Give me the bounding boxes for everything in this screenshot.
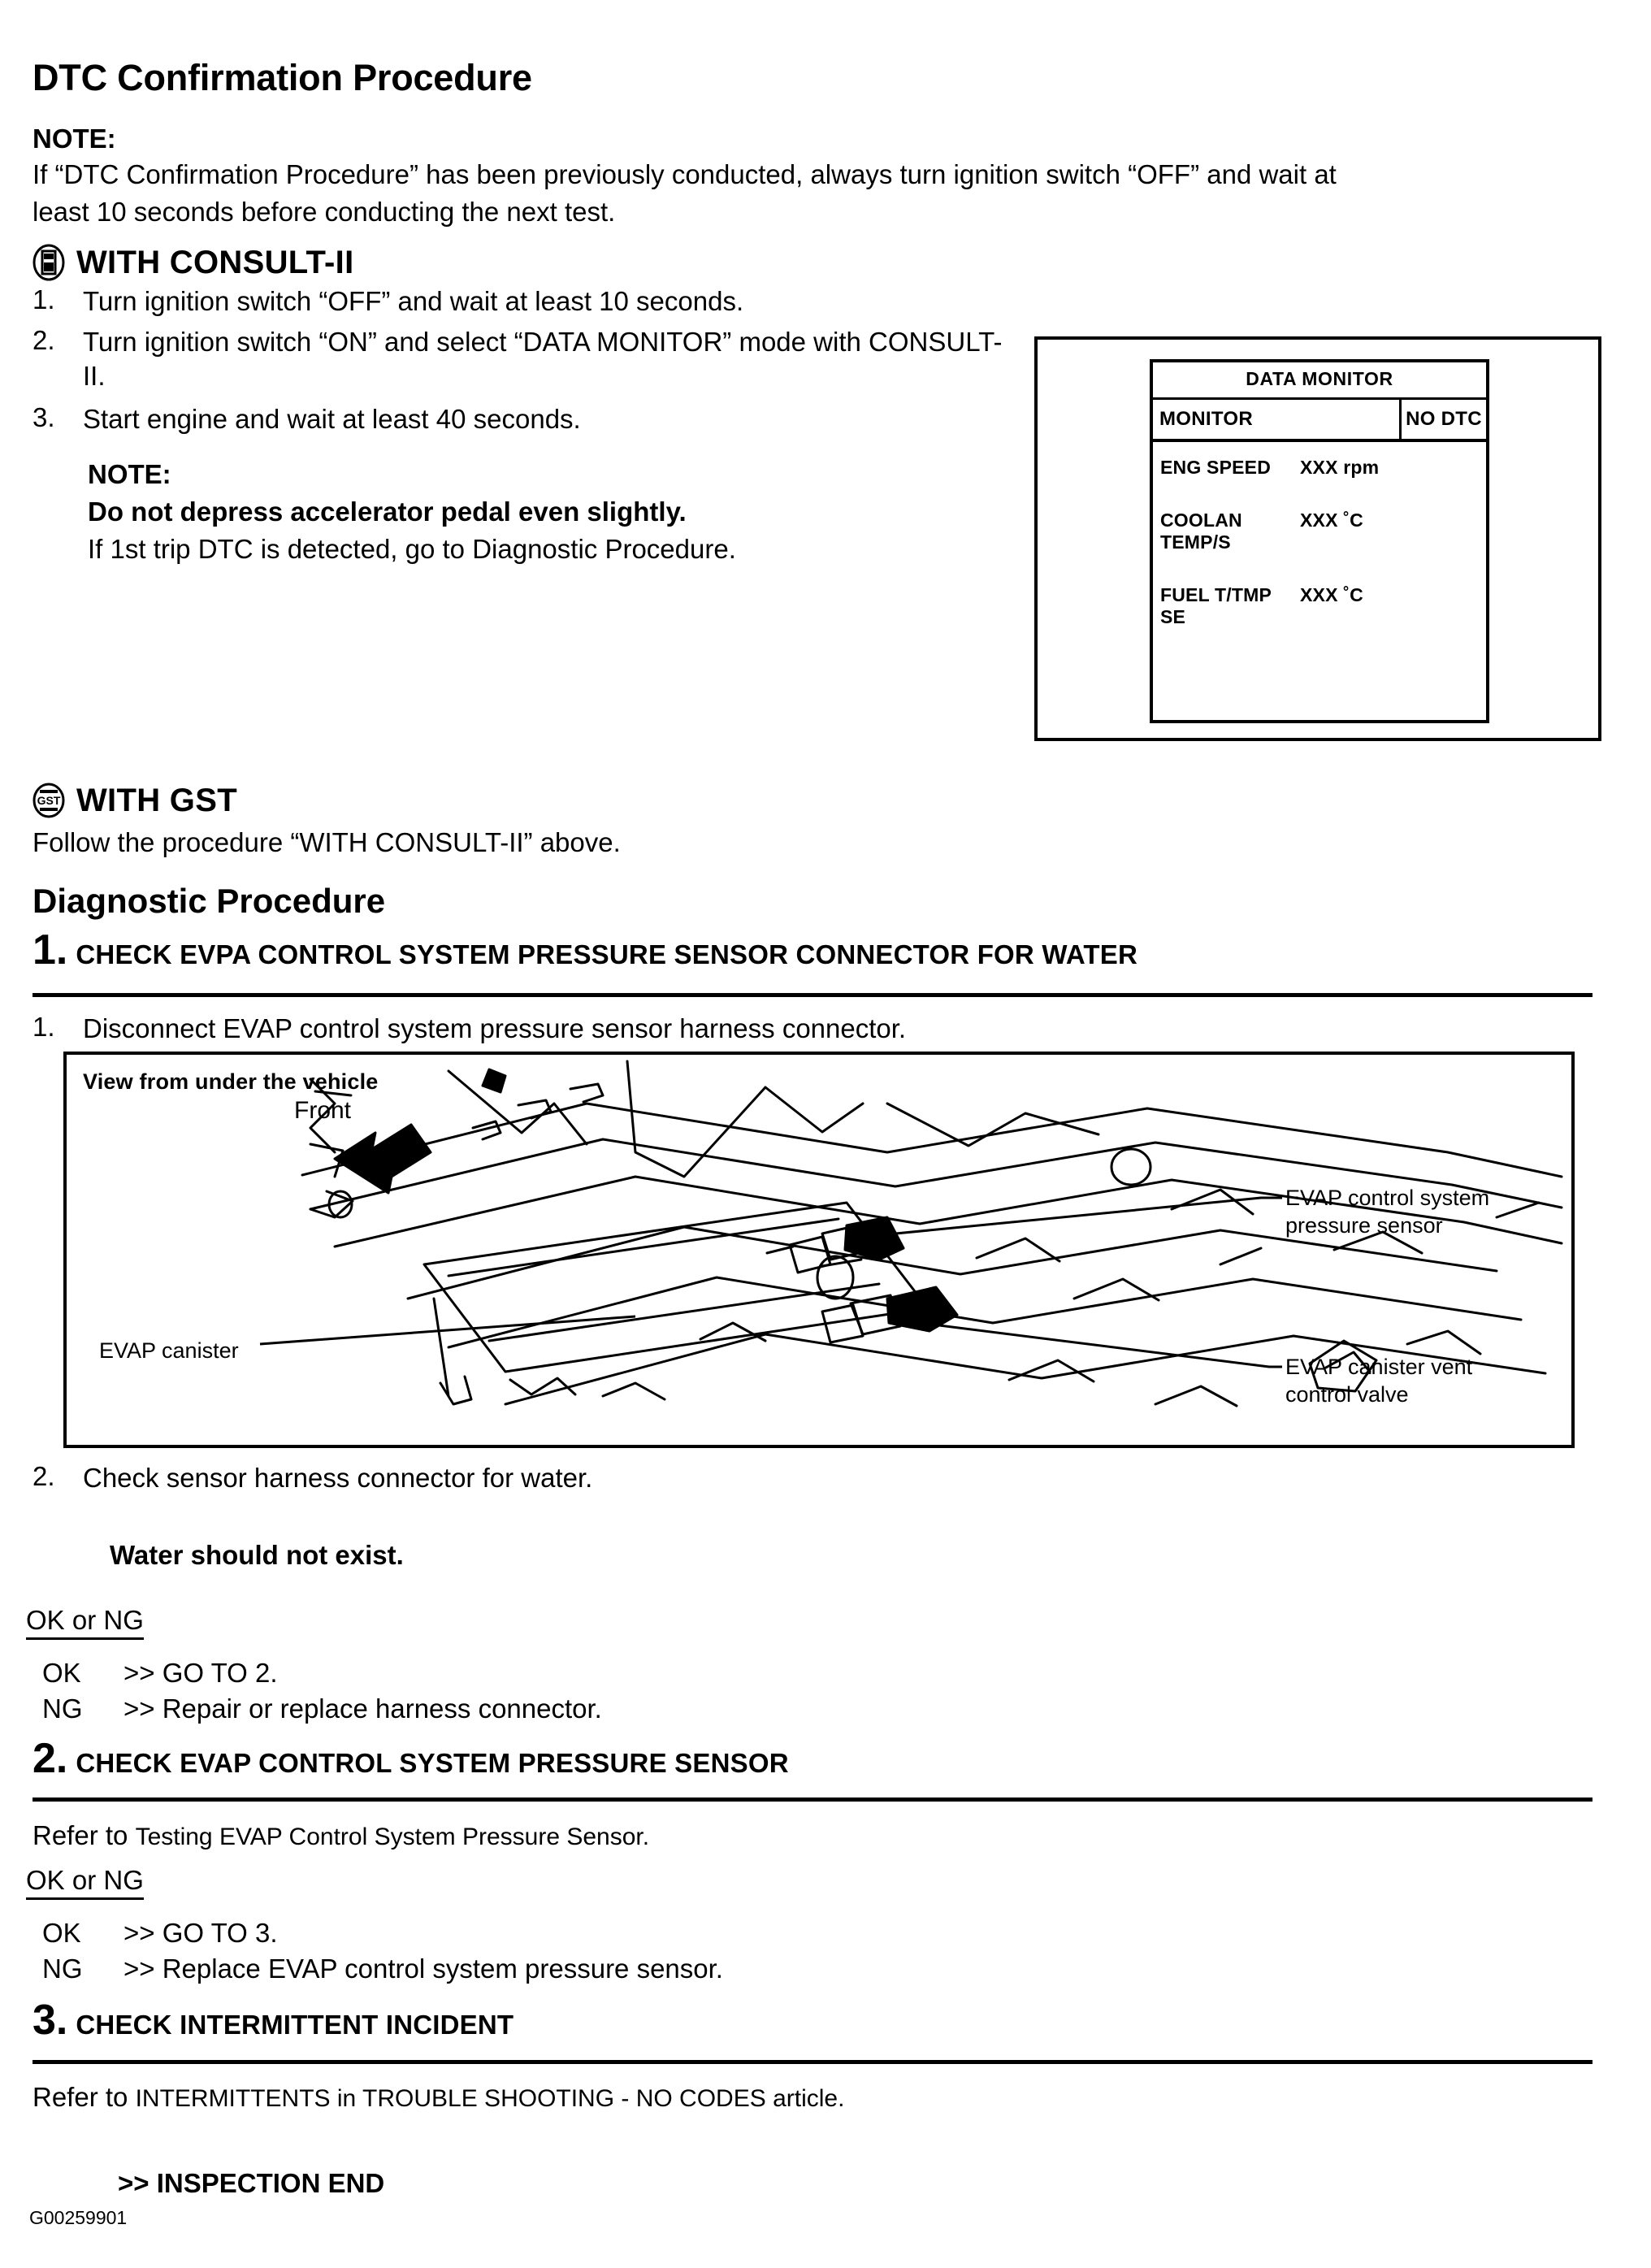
consult-step-2 (32, 325, 1032, 393)
with-gst-body: Follow the procedure “WITH CONSULT-II” above. (32, 827, 621, 857)
consult-step-1-number: 1. (32, 284, 55, 314)
step-2-refer-prefix: Refer to (32, 1820, 136, 1850)
data-monitor-row-name: ENG SPEED (1160, 457, 1272, 478)
top-note-line-1: If “DTC Confirmation Procedure” has been previously conducted, always turn ignition switch “OFF” and wait at (32, 159, 1337, 189)
step-1-ng-row (42, 1693, 602, 1724)
data-monitor-header-row (1153, 400, 1486, 442)
consult-step-3-number: 3. (32, 401, 55, 432)
step-2-oknog-block (26, 1865, 723, 1984)
consult-step-2-number: 2. (32, 325, 55, 356)
step-2-oknog-label: OK or NG (26, 1865, 144, 1900)
consult-step-3 (32, 402, 1032, 436)
step-1-item-2-text: Check sensor harness connector for water. (83, 1463, 593, 1493)
illustration-label-vent-control-valve-line-1: EVAP canister vent (1285, 1355, 1473, 1379)
step-1-item-1 (32, 1012, 906, 1051)
evap-undercarriage-illustration (63, 1052, 1575, 1448)
illustration-front-label: Front (294, 1097, 352, 1124)
diagnostic-procedure-heading: Diagnostic Procedure (32, 882, 386, 920)
step-1-item-1-text: Disconnect EVAP control system pressure sensor harness connector. (83, 1013, 907, 1043)
diagnostic-step-1-heading (32, 926, 1138, 974)
step-1-ok-row (42, 1658, 602, 1689)
step-3-refer-line (32, 2082, 844, 2113)
step-1-ok-key: OK (42, 1658, 81, 1688)
step-1-oknog-label: OK or NG (26, 1605, 144, 1640)
page-title: DTC Confirmation Procedure (32, 57, 532, 98)
data-monitor-row (1153, 584, 1486, 628)
data-monitor-row-name: FUEL T/TMP SE (1160, 584, 1272, 627)
svg-text:GST: GST (37, 794, 61, 807)
consult-note-bold-line: Do not depress accelerator pedal even slightly. (88, 497, 687, 527)
step-2-ng-row (42, 1954, 723, 1984)
diagnostic-step-1-title: CHECK EVPA CONTROL SYSTEM PRESSURE SENSOR CONNECTOR FOR WATER (76, 939, 1138, 969)
consult-step-2-text: Turn ignition switch “ON” and select “DATA MONITOR” mode with CONSULT-II. (83, 327, 1003, 392)
inspection-end-label: >> INSPECTION END (118, 2168, 385, 2198)
step-2-ok-key: OK (42, 1918, 81, 1948)
illustration-label-pressure-sensor (1285, 1185, 1489, 1240)
step-3-refer-target[interactable]: INTERMITTENTS in TROUBLE SHOOTING - NO CODES article. (135, 2085, 845, 2112)
data-monitor-row-value: XXX rpm (1300, 457, 1380, 478)
diagnostic-step-3-number: 3. (32, 1997, 68, 2044)
step-1-ng-text: >> Repair or replace harness connector. (124, 1693, 602, 1724)
diagnostic-step-2-number: 2. (32, 1735, 68, 1782)
data-monitor-header-right: NO DTC (1406, 408, 1482, 430)
consult-step-3-text: Start engine and wait at least 40 seconds. (83, 403, 581, 434)
step-1-specification: Water should not exist. (110, 1540, 404, 1570)
data-monitor-title: DATA MONITOR (1153, 362, 1486, 400)
illustration-label-pressure-sensor-line-2: pressure sensor (1285, 1212, 1443, 1238)
data-monitor-row-value: XXX ˚C (1300, 510, 1363, 531)
data-monitor-row-value: XXX ˚C (1300, 584, 1363, 605)
consult-step-1-text: Turn ignition switch “OFF” and wait at least 10 seconds. (83, 286, 744, 316)
step-1-item-1-number: 1. (32, 1012, 55, 1042)
data-monitor-screen-frame (1034, 336, 1601, 741)
illustration-label-vent-control-valve (1285, 1354, 1472, 1409)
illustration-label-pressure-sensor-line-1: EVAP control system (1285, 1186, 1490, 1210)
step-2-ok-text: >> GO TO 3. (124, 1918, 278, 1948)
data-monitor-header-left: MONITOR (1153, 400, 1402, 439)
step-1-item-2 (32, 1461, 592, 1500)
consult-note-label: NOTE: (88, 459, 171, 489)
diagnostic-step-2-heading (32, 1737, 789, 1780)
consult-note-plain-line: If 1st trip DTC is detected, go to Diagnostic Procedure. (88, 534, 736, 564)
with-consult-heading (32, 244, 354, 281)
diagnostic-step-1-number: 1. (32, 926, 68, 974)
step-1-ok-text: >> GO TO 2. (124, 1658, 278, 1688)
step-1-divider (32, 993, 1592, 997)
data-monitor-row (1153, 457, 1486, 479)
data-monitor-row-name: COOLAN TEMP/S (1160, 510, 1242, 553)
step-2-ng-key: NG (42, 1954, 83, 1984)
with-gst-heading (32, 782, 237, 819)
step-1-oknog-block (26, 1605, 602, 1724)
step-2-refer-line (32, 1820, 649, 1851)
diagnostic-step-3-title: CHECK INTERMITTENT INCIDENT (76, 2010, 514, 2040)
with-consult-label: WITH CONSULT-II (76, 244, 354, 280)
diagnostic-step-2-title: CHECK EVAP CONTROL SYSTEM PRESSURE SENSOR (76, 1748, 789, 1778)
top-note-label: NOTE: (32, 124, 116, 154)
step-2-divider (32, 1797, 1592, 1802)
step-2-ng-text: >> Replace EVAP control system pressure sensor. (124, 1954, 723, 1984)
diagnostic-step-3-heading (32, 1997, 514, 2044)
consult-step-1 (32, 284, 1032, 319)
gst-tool-icon (32, 782, 65, 819)
illustration-label-vent-control-valve-line-2: control valve (1285, 1381, 1409, 1407)
footer-reference-code: G00259901 (29, 2207, 128, 2228)
data-monitor-rows (1153, 442, 1486, 628)
consult-step-list (32, 284, 1032, 441)
data-monitor-table (1150, 359, 1489, 723)
step-3-refer-prefix: Refer to (32, 2082, 136, 2112)
step-2-ok-row (42, 1918, 723, 1949)
step-1-ng-key: NG (42, 1693, 83, 1724)
step-2-refer-target[interactable]: Testing EVAP Control System Pressure Sensor. (135, 1824, 650, 1850)
with-gst-label: WITH GST (76, 782, 237, 818)
consult-tool-icon (32, 244, 65, 281)
step-3-divider (32, 2060, 1592, 2064)
illustration-caption: View from under the vehicle (83, 1069, 379, 1094)
data-monitor-row (1153, 510, 1486, 553)
step-1-item-2-number: 2. (32, 1461, 55, 1491)
illustration-label-evap-canister: EVAP canister (99, 1338, 239, 1363)
top-note-line-2: least 10 seconds before conducting the next test. (32, 197, 616, 227)
